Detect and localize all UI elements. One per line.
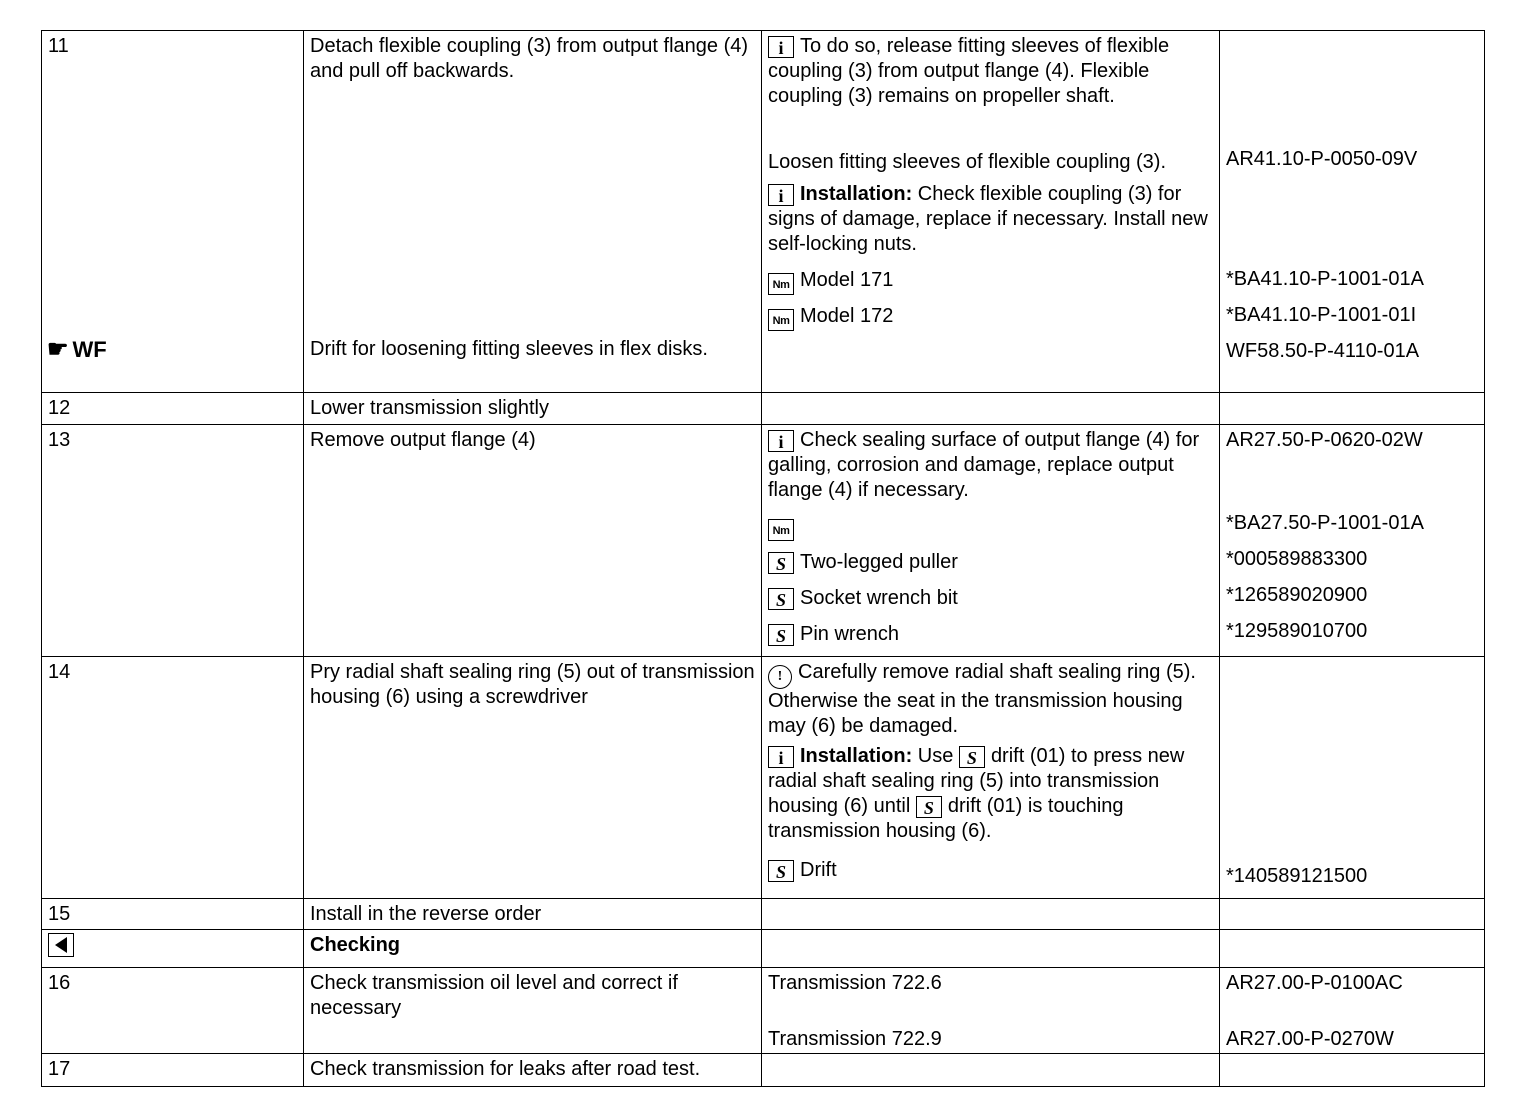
document-reference: *BA41.10-P-1001-01A	[1226, 268, 1424, 290]
info-icon: i	[768, 746, 794, 768]
note-text: drift (01) to press new radial shaft sealing ring (5) into transmission housing (6) until	[768, 745, 1185, 817]
note-text: To do so, release fitting sleeves of flexible coupling (3) from output flange (4). Flexible coupling (3) remains on propeller shaft.	[768, 35, 1170, 107]
action-cell	[304, 930, 762, 968]
note-heading: Installation:	[800, 183, 913, 205]
action-text: Check transmission for leaks after road test.	[310, 1058, 701, 1080]
table-row	[42, 968, 1485, 1054]
document-reference: AR27.00-P-0270W	[1226, 1028, 1394, 1050]
action-text: Lower transmission slightly	[310, 397, 549, 419]
step-cell	[42, 930, 304, 968]
note-text: Pin wrench	[800, 623, 899, 645]
action-cell	[304, 1054, 762, 1087]
notes-cell	[762, 31, 1220, 393]
document-reference: *126589020900	[1226, 584, 1368, 606]
reference-cell	[1220, 657, 1485, 899]
note-text: drift (01) is touching transmission housing (6).	[768, 795, 1124, 842]
notes-cell	[762, 968, 1220, 1054]
step-number: 12	[48, 397, 71, 419]
action-cell	[304, 393, 762, 425]
special-tool-icon: S	[768, 624, 794, 646]
document-reference: WF58.50-P-4110-01A	[1226, 340, 1420, 362]
caution-icon: !	[768, 665, 792, 689]
special-tool-icon: S	[916, 796, 942, 818]
document-reference: AR27.50-P-0620-02W	[1226, 429, 1423, 451]
table-row	[42, 393, 1485, 425]
table-row	[42, 1054, 1485, 1087]
sub-action-text: Drift for loosening fitting sleeves in flex disks.	[310, 338, 708, 360]
document-reference: AR27.00-P-0100AC	[1226, 972, 1403, 994]
note-text: Model 171	[800, 269, 894, 291]
document-reference: *BA41.10-P-1001-01I	[1226, 304, 1417, 326]
table-row	[42, 930, 1485, 968]
procedure-table	[41, 30, 1485, 1087]
notes-cell	[762, 930, 1220, 968]
special-tool-icon: S	[768, 552, 794, 574]
action-cell	[304, 899, 762, 930]
step-cell	[42, 899, 304, 930]
step-cell	[42, 425, 304, 657]
wf-label: WF	[72, 337, 107, 362]
pointing-hand-icon: ☛	[47, 336, 69, 363]
info-icon: i	[768, 184, 794, 206]
action-text: Install in the reverse order	[310, 903, 542, 925]
action-cell	[304, 31, 762, 393]
table-row	[42, 425, 1485, 657]
action-text: Pry radial shaft sealing ring (5) out of transmission housing (6) using a screwdriver	[310, 661, 755, 708]
special-tool-icon: S	[768, 588, 794, 610]
table-row	[42, 657, 1485, 899]
notes-cell	[762, 899, 1220, 930]
step-cell	[42, 1054, 304, 1087]
reference-cell	[1220, 31, 1485, 393]
note-text: Loosen fitting sleeves of flexible coupling (3).	[768, 151, 1167, 173]
note-text: Model 172	[800, 305, 894, 327]
note-text: Transmission 722.9	[768, 1028, 942, 1050]
action-cell	[304, 657, 762, 899]
note-text: Check sealing surface of output flange (4) for galling, corrosion and damage, replace output flange (4) if necessary.	[768, 429, 1200, 501]
action-cell	[304, 425, 762, 657]
step-cell	[42, 657, 304, 899]
table-row	[42, 31, 1485, 393]
action-text: Check transmission oil level and correct if necessary	[310, 972, 678, 1019]
step-number: 15	[48, 903, 71, 925]
step-cell	[42, 31, 304, 393]
workshop-equipment-marker	[47, 337, 107, 362]
step-cell	[42, 968, 304, 1054]
step-cell	[42, 393, 304, 425]
note-text: Drift	[800, 859, 837, 881]
torque-icon: Nm	[768, 273, 794, 295]
notes-cell	[762, 1054, 1220, 1087]
torque-icon: Nm	[768, 309, 794, 331]
note-text: Check flexible coupling (3) for signs of damage, replace if necessary. Install new self-locking nuts.	[768, 183, 1208, 255]
step-number: 16	[48, 972, 71, 994]
info-icon: i	[768, 36, 794, 58]
document-reference: *140589121500	[1226, 865, 1368, 887]
reference-cell	[1220, 1054, 1485, 1087]
note-text: Two-legged puller	[800, 551, 958, 573]
note-text: Use	[917, 745, 954, 767]
info-icon: i	[768, 430, 794, 452]
reference-cell	[1220, 899, 1485, 930]
action-text: Remove output flange (4)	[310, 429, 536, 451]
step-number: 14	[48, 661, 71, 683]
section-heading: Checking	[310, 934, 401, 956]
section-marker-icon	[48, 933, 74, 957]
document-reference: *000589883300	[1226, 548, 1368, 570]
torque-icon: Nm	[768, 519, 794, 541]
step-number: 13	[48, 429, 71, 451]
notes-cell	[762, 425, 1220, 657]
document-reference: AR41.10-P-0050-09V	[1226, 148, 1418, 170]
reference-cell	[1220, 393, 1485, 425]
note-text: Carefully remove radial shaft sealing ring (5). Otherwise the seat in the transmission housing may (6) be damaged.	[768, 661, 1196, 737]
document-reference: *BA27.50-P-1001-01A	[1226, 512, 1424, 534]
note-text: Socket wrench bit	[800, 587, 958, 609]
reference-cell	[1220, 968, 1485, 1054]
table-row	[42, 899, 1485, 930]
note-heading: Installation:	[800, 745, 913, 767]
action-text: Detach flexible coupling (3) from output flange (4) and pull off backwards.	[310, 35, 749, 82]
reference-cell	[1220, 930, 1485, 968]
step-number: 17	[48, 1058, 71, 1080]
notes-cell	[762, 393, 1220, 425]
note-text: Transmission 722.6	[768, 972, 942, 994]
special-tool-icon: S	[768, 860, 794, 882]
step-number: 11	[48, 35, 69, 57]
notes-cell	[762, 657, 1220, 899]
document-reference: *129589010700	[1226, 620, 1368, 642]
action-cell	[304, 968, 762, 1054]
special-tool-icon: S	[959, 746, 985, 768]
reference-cell	[1220, 425, 1485, 657]
